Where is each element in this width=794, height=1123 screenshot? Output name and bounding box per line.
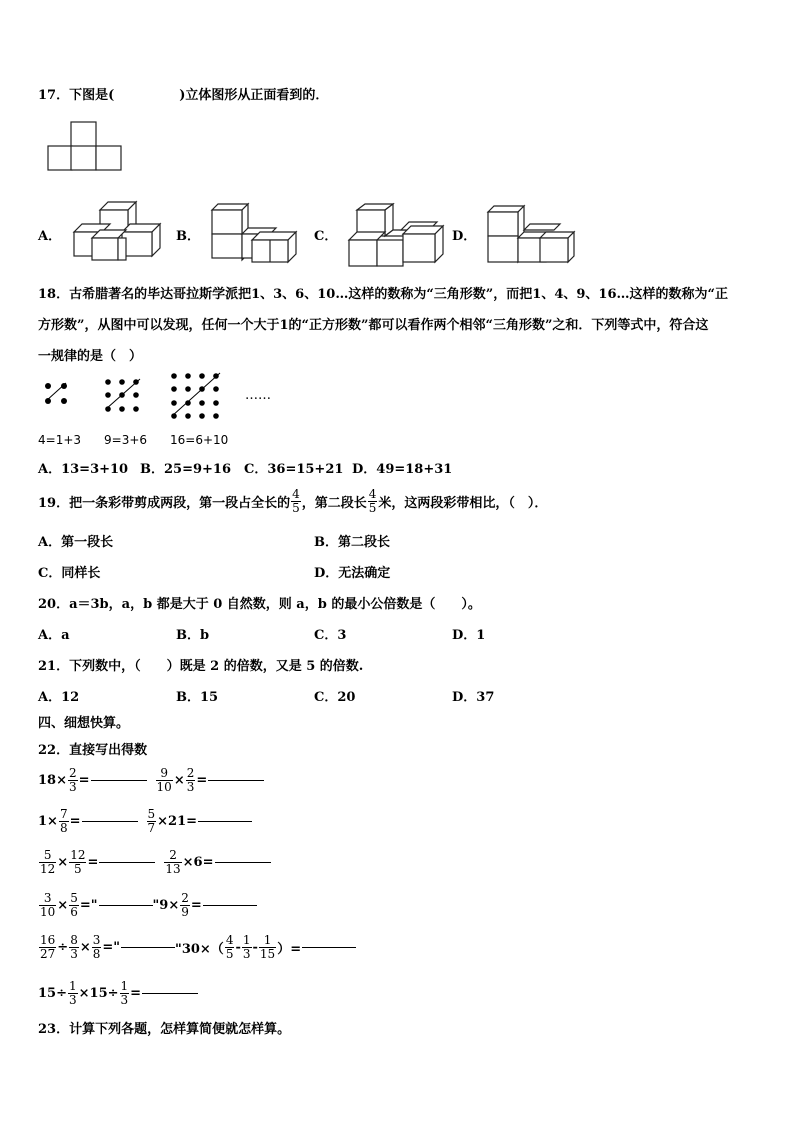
- numerator: 8: [70, 933, 78, 947]
- q17-option-c-figure: [345, 202, 445, 268]
- q18-option-a: A．13=3+10: [38, 462, 129, 477]
- numerator: 1: [68, 979, 77, 993]
- calc-5b-operator-2: -: [252, 940, 258, 955]
- calc-3a-fraction-2: [69, 849, 86, 876]
- calc-5b-suffix: ）=: [277, 942, 302, 957]
- q19-fraction-1: [291, 488, 301, 515]
- dot-square-3x3: [104, 378, 144, 416]
- calc-row-3: [38, 849, 271, 876]
- question-18-line-1: 18．古希腊著名的毕达哥拉斯学派把1、3、6、10…这样的数称为“三角形数”，而把1、4、9、16…这样的数称为“正: [38, 287, 728, 302]
- answer-blank-1b[interactable]: [208, 780, 264, 781]
- calc-1b-fraction-1: [156, 767, 173, 794]
- calc-6-middle: ×15÷: [78, 986, 119, 1001]
- calc-row-4: [38, 892, 257, 919]
- q20-option-a: A．a: [38, 628, 70, 643]
- denominator: 3: [120, 993, 129, 1007]
- q19-option-c: C．同样长: [38, 566, 101, 581]
- q17-option-d-figure: [484, 204, 578, 266]
- dots-ellipsis: ……: [245, 388, 271, 403]
- question-20-text: 20．a＝3b，a，b 都是大于 0 自然数，则 a，b 的最小公倍数是（ ）。: [38, 597, 481, 612]
- numerator: 4: [225, 933, 234, 947]
- calc-5b-operator-1: -: [235, 940, 241, 955]
- calc-1b-fraction-2: [186, 767, 196, 794]
- denominator: 10: [156, 780, 172, 794]
- calc-5a-fraction-2: [69, 934, 79, 961]
- q18-option-b: B．25=9+16: [140, 462, 232, 477]
- calc-3b-fraction: [164, 849, 181, 876]
- numerator: 3: [92, 933, 101, 947]
- question-18-line-2: 方形数”，从图中可以发现，任何一个大于1的“正方形数”都可以看作两个相邻“三角形数”之和．下列等式中，符合这: [38, 318, 709, 333]
- q19-option-d: D．无法确定: [314, 566, 391, 581]
- equation-16: 16=6+10: [170, 433, 229, 447]
- numerator: 3: [39, 892, 56, 906]
- q17-option-c-label: C．: [314, 229, 338, 244]
- calc-5b-prefix: "30×（: [175, 942, 224, 957]
- numerator: 4: [368, 487, 377, 501]
- answer-blank-3a[interactable]: [99, 862, 155, 863]
- numerator: 1: [242, 933, 251, 947]
- calc-1b-operator: ×: [173, 773, 185, 788]
- denominator: 10: [40, 905, 56, 919]
- denominator: 3: [186, 780, 195, 794]
- calc-2b-suffix: ×21=: [157, 814, 198, 829]
- numerator: 2: [164, 849, 181, 863]
- denominator: 13: [165, 862, 181, 876]
- answer-blank-4a[interactable]: [99, 905, 153, 906]
- denominator: 15: [259, 947, 276, 961]
- calc-row-1: [38, 767, 264, 794]
- q18-option-c: C．36=15+21: [244, 462, 344, 477]
- calc-6-prefix: 15÷: [38, 986, 67, 1001]
- calc-3a-equals: =: [87, 855, 99, 870]
- q17-option-b-label: B．: [176, 229, 200, 244]
- calc-2a-equals: =: [69, 814, 81, 829]
- q21-option-b: B．15: [176, 690, 219, 705]
- calc-4b-prefix: "9×: [152, 898, 180, 913]
- front-view-figure: [46, 120, 126, 172]
- denominator: 3: [242, 947, 251, 961]
- denominator: 5: [292, 501, 300, 515]
- calc-1a-fraction: [68, 767, 78, 794]
- q19-post: 米，这两段彩带相比，（ ）．: [378, 496, 548, 511]
- numerator: 2: [181, 891, 189, 905]
- answer-blank-6[interactable]: [142, 993, 198, 994]
- q19-option-a: A．第一段长: [38, 535, 114, 550]
- calc-4a-fraction-1: [39, 892, 56, 919]
- denominator: 27: [40, 947, 56, 961]
- dot-square-2x2: [44, 382, 74, 412]
- q19-pre: 19．把一条彩带剪成两段，第一段占全长的: [38, 496, 291, 511]
- q19-option-b: B．第二段长: [314, 535, 390, 550]
- q17-option-b-figure: [208, 202, 300, 264]
- q21-option-a: A．12: [38, 690, 80, 705]
- calc-row-6: [38, 980, 198, 1007]
- q21-option-c: C．20: [314, 690, 356, 705]
- denominator: 5: [368, 501, 377, 515]
- calc-2b-fraction: [147, 808, 157, 835]
- calc-row-2: [38, 808, 252, 835]
- q21-option-d: D．37: [452, 690, 495, 705]
- calc-5b-fraction-1: [225, 934, 235, 961]
- question-18-line-3: 一规律的是（ ）: [38, 349, 143, 364]
- numerator: 2: [186, 766, 195, 780]
- question-21-text: 21．下列数中，（ ）既是 2 的倍数，又是 5 的倍数.: [38, 659, 364, 674]
- numerator: 5: [39, 849, 56, 863]
- calc-1b-equals: =: [196, 773, 208, 788]
- equation-4: 4=1+3: [38, 433, 82, 447]
- numerator: 1: [120, 979, 129, 993]
- numerator: 16: [40, 933, 56, 947]
- denominator: 9: [181, 905, 189, 919]
- denominator: 6: [70, 905, 78, 919]
- question-19-text: [38, 488, 547, 515]
- calc-5b-fraction-2: [242, 934, 252, 961]
- cube-stack: [74, 202, 160, 260]
- numerator: 9: [156, 767, 173, 781]
- answer-blank-3b[interactable]: [215, 862, 271, 863]
- calc-5a-fraction-3: [92, 934, 102, 961]
- denominator: 3: [68, 993, 77, 1007]
- calc-4a-operator: ×: [57, 898, 69, 913]
- calc-4b-fraction: [180, 892, 190, 919]
- calc-2a-prefix: 1×: [38, 814, 58, 829]
- equation-9: 9=3+6: [104, 433, 148, 447]
- calc-5a-equals: =": [102, 940, 121, 955]
- calc-3a-operator: ×: [57, 855, 69, 870]
- q20-option-d: D．1: [452, 628, 486, 643]
- numerator: 12: [70, 848, 86, 862]
- calc-6-equals: =: [130, 986, 142, 1001]
- answer-blank-5b[interactable]: [302, 947, 356, 948]
- answer-blank-5a[interactable]: [121, 947, 175, 948]
- question-23-text: 23．计算下列各题，怎样算简便就怎样算。: [38, 1022, 291, 1037]
- calc-1a-equals: =: [78, 773, 90, 788]
- q17-option-d-label: D．: [452, 229, 477, 244]
- q20-option-c: C．3: [314, 628, 347, 643]
- answer-blank-2a[interactable]: [82, 821, 138, 822]
- denominator: 12: [40, 862, 56, 876]
- q17-option-a-label: A．: [38, 229, 62, 244]
- calc-4a-equals: =": [79, 898, 98, 913]
- calc-3a-fraction-1: [39, 849, 56, 876]
- calc-4a-fraction-2: [69, 892, 79, 919]
- q19-mid: ，第二段长: [301, 496, 367, 511]
- calc-6-fraction-1: [68, 980, 78, 1007]
- question-17-text: 17．下图是( )立体图形从正面看到的．: [38, 88, 329, 103]
- denominator: 8: [59, 821, 68, 835]
- calc-2a-fraction: [59, 808, 69, 835]
- calc-3b-suffix: ×6=: [182, 855, 214, 870]
- q18-option-d: D．49=18+31: [352, 462, 453, 477]
- dot-square-4x4: [170, 372, 222, 422]
- answer-blank-2b[interactable]: [198, 821, 252, 822]
- denominator: 5: [74, 862, 82, 876]
- q17-option-a-figure: [72, 200, 162, 262]
- calc-5a-operator-2: ×: [79, 940, 91, 955]
- calc-5a-fraction-1: [39, 934, 56, 961]
- calc-5b-fraction-3: [259, 934, 276, 961]
- numerator: 7: [59, 807, 68, 821]
- section-4-heading: 四、细想快算。: [38, 716, 130, 731]
- calc-6-fraction-2: [120, 980, 130, 1007]
- denominator: 3: [70, 947, 78, 961]
- q20-option-b: B．b: [176, 628, 210, 643]
- calc-5a-operator-1: ÷: [57, 940, 69, 955]
- numerator: 2: [68, 766, 77, 780]
- q19-fraction-2: [368, 488, 378, 515]
- denominator: 3: [68, 780, 77, 794]
- calc-1a-prefix: 18×: [38, 773, 67, 788]
- answer-blank-1a[interactable]: [91, 780, 147, 781]
- denominator: 8: [92, 947, 101, 961]
- denominator: 5: [225, 947, 234, 961]
- numerator: 4: [292, 487, 300, 501]
- numerator: 5: [70, 891, 78, 905]
- answer-blank-4b[interactable]: [203, 905, 257, 906]
- calc-row-5: [38, 934, 356, 961]
- numerator: 5: [147, 807, 156, 821]
- calc-4b-equals: =: [190, 898, 202, 913]
- denominator: 7: [147, 821, 156, 835]
- numerator: 1: [259, 934, 276, 948]
- question-22-title: 22．直接写出得数: [38, 743, 148, 758]
